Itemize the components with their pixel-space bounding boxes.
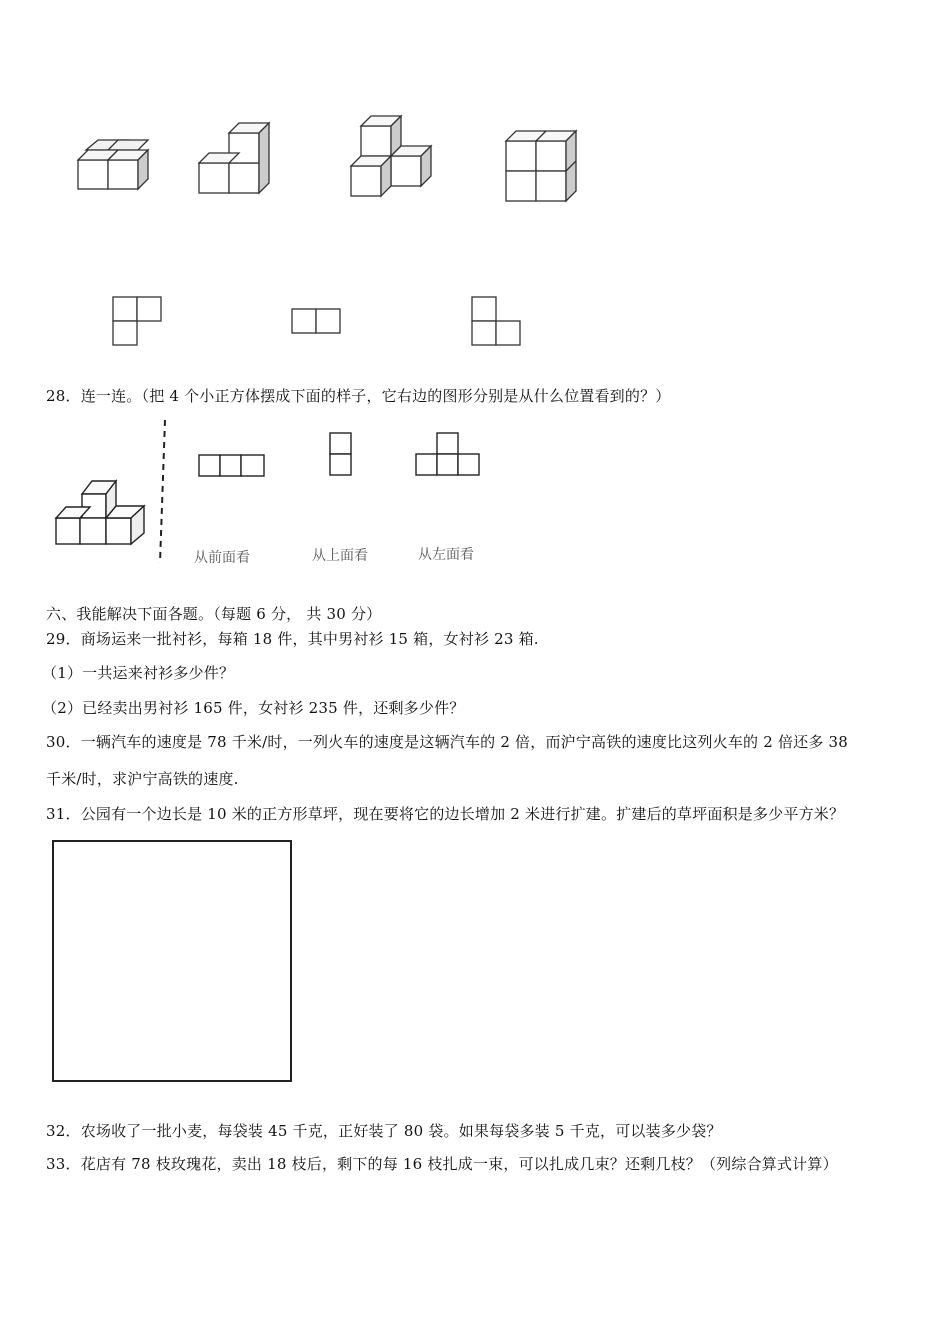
question-33 — [46, 1153, 838, 1174]
cube-arrangements-figure — [0, 0, 950, 360]
section-heading: 六、我能解决下面各题。（每题 6 分， 共 30 分） — [46, 605, 382, 623]
question-text-line-1: ．一辆汽车的速度是 78 千米/时，一列火车的速度是这辆汽车的 2 倍，而沪宁高铁的速度比这列火车的 2 倍还多 38 — [65, 733, 848, 751]
question-number: 28 — [46, 387, 66, 405]
question-29-sub-1: （1）一共运来衬衫多少件？ — [42, 664, 235, 682]
view-shape-3 — [472, 297, 520, 345]
view-shape-1 — [113, 297, 161, 345]
cube-figure-3 — [351, 116, 431, 196]
caption-top-view: 从上面看 — [312, 548, 368, 564]
cube-figure-2 — [199, 123, 269, 193]
question-text: ．商场运来一批衬衫，每箱 18 件，其中男衬衫 15 箱，女衬衫 23 箱. — [65, 630, 539, 648]
question-number: 32 — [46, 1122, 66, 1140]
question-28 — [46, 385, 670, 406]
question-text: ．农场收了一批小麦，每袋装 45 千克，正好装了 80 袋。如果每袋多装 5 千克，可以装多少袋？ — [65, 1122, 722, 1140]
question-32 — [46, 1120, 722, 1141]
question-29-sub-2: （2）已经卖出男衬衫 165 件，女衬衫 235 件，还剩多少件？ — [42, 699, 465, 717]
question-30 — [46, 731, 848, 752]
question-text: ．连一连。（把 4 个小正方体摆成下面的样子，它右边的图形分别是从什么位置看到的？） — [65, 387, 671, 405]
question-number: 30 — [46, 733, 66, 751]
question-30-line-2: 千米/时，求沪宁高铁的速度. — [46, 770, 239, 788]
question-number: 33 — [46, 1155, 66, 1173]
caption-left-view: 从左面看 — [418, 547, 474, 563]
question-29 — [46, 628, 539, 649]
question-text: ．花店有 78 枝玫瑰花，卖出 18 枝后，剩下的每 16 枝扎成一束，可以扎成几束？还剩几枝？（列综合算式计算） — [65, 1155, 838, 1173]
square-lawn-figure — [52, 840, 292, 1082]
caption-front-view: 从前面看 — [194, 550, 250, 566]
cube-figure-4 — [506, 131, 576, 201]
question-number: 29 — [46, 630, 66, 648]
question-text: ．公园有一个边长是 10 米的正方形草坪，现在要将它的边长增加 2 米进行扩建。扩建后的草坪面积是多少平方米？ — [65, 805, 845, 823]
view-shape-2 — [292, 309, 340, 333]
question-31 — [46, 803, 844, 824]
question-number: 31 — [46, 805, 66, 823]
cube-figure-1 — [78, 140, 148, 189]
